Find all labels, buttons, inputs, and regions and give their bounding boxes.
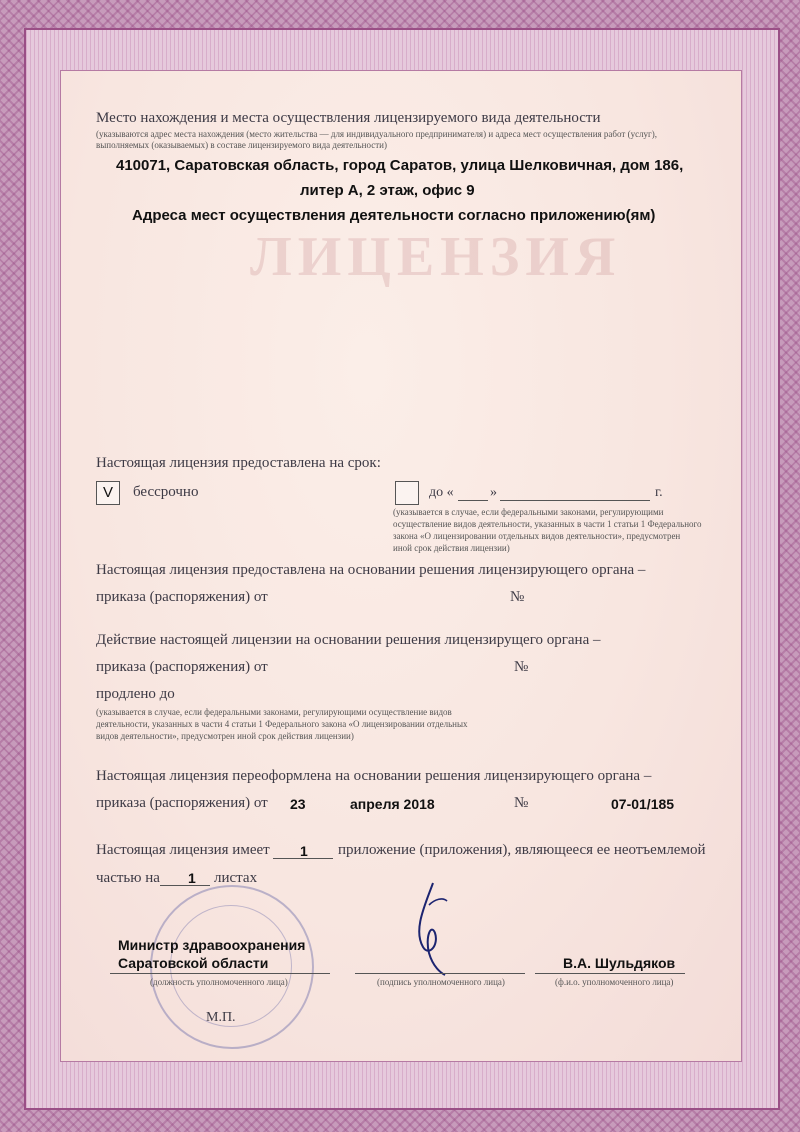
signature-hint: (подпись уполномоченного лица) — [377, 977, 505, 987]
name-line — [535, 973, 685, 974]
reissue-number-sign: № — [514, 795, 529, 811]
reissue-month-year: апреля 2018 — [350, 796, 435, 812]
position-line — [110, 973, 330, 974]
basis-number-sign: № — [510, 589, 525, 605]
address-line-2: литер А, 2 этаж, офис 9 — [300, 182, 475, 199]
location-hint-2: выполняемых (оказываемых) в составе лицензируемого вида деятельности) — [96, 140, 387, 150]
signer-position-2: Саратовской области — [118, 955, 269, 971]
extension-hint-2: деятельности, указанных в части 4 статьи 1 Федерального закона «О лицензировании отдельных — [96, 719, 468, 729]
indefinite-checkbox[interactable]: V — [96, 481, 120, 505]
handwritten-signature — [395, 875, 475, 980]
basis-line-1: Настоящая лицензия предоставлена на основании решения лицензирующего органа – — [96, 562, 646, 578]
extension-hint-1: (указывается в случае, если федеральными законами, регулирующими осуществление видов — [96, 707, 452, 717]
appendix-sheets-line — [160, 885, 210, 886]
location-hint-1: (указываются адрес места нахождения (место жительства — для индивидуального предпринимателя) и адреса мест осуществления работ (услуг), — [96, 129, 657, 139]
name-hint: (ф.и.о. уполномоченного лица) — [555, 977, 674, 987]
term-hint-1: (указывается в случае, если федеральными законами, регулирующими — [393, 507, 664, 517]
position-hint: (должность уполномоченного лица) — [150, 977, 288, 987]
term-hint-3: закона «О лицензировании отдельных видов деятельности», предусмотрен — [393, 531, 681, 541]
location-heading: Место нахождения и места осуществления лицензируемого вида деятельности — [96, 110, 601, 126]
term-heading: Настоящая лицензия предоставлена на срок: — [96, 455, 381, 471]
appendix-line2-suffix: листах — [214, 870, 258, 886]
addresses-note: Адреса мест осуществления деятельности согласно приложению(ям) — [132, 207, 656, 224]
signature-line — [355, 973, 525, 974]
signer-name: В.А. Шульдяков — [563, 955, 676, 971]
extension-line-1: Действие настоящей лицензии на основании решения лицензирущего органа – — [96, 632, 601, 648]
appendix-line2-prefix: частью на — [96, 870, 160, 886]
appendix-sheets: 1 — [188, 870, 196, 886]
until-day-line — [458, 500, 488, 501]
reissue-number: 07-01/185 — [611, 796, 675, 812]
until-label: до « — [429, 485, 454, 500]
until-year-suffix: г. — [655, 485, 663, 500]
appendix-count: 1 — [300, 843, 308, 859]
extension-hint-3: видов деятельности», предусмотрен иной срок действия лицензии) — [96, 731, 354, 741]
until-checkbox[interactable] — [395, 481, 419, 505]
seal-place-label: М.П. — [206, 1010, 236, 1025]
appendix-suffix: приложение (приложения), являющееся ее неотъемлемой — [338, 842, 706, 858]
appendix-count-line — [273, 858, 333, 859]
appendix-prefix: Настоящая лицензия имеет — [96, 842, 270, 858]
address-line-1: 410071, Саратовская область, город Саратов, улица Шелковичная, дом 186, — [116, 157, 684, 174]
reissue-line-1: Настоящая лицензия переоформлена на основании решения лицензирующего органа – — [96, 768, 652, 784]
extended-until-label: продлено до — [96, 686, 175, 702]
term-hint-4: иной срок действия лицензии) — [393, 543, 510, 553]
basis-line-2: приказа (распоряжения) от — [96, 589, 268, 605]
term-hint-2: осуществление видов деятельности, указанных в части 1 статьи 1 Федерального — [393, 519, 702, 529]
reissue-day: 23 — [290, 796, 306, 812]
signer-position-1: Министр здравоохранения — [118, 937, 306, 953]
indefinite-label: бессрочно — [133, 484, 199, 500]
until-quote: » — [490, 485, 497, 500]
reissue-line-2: приказа (распоряжения) от — [96, 795, 268, 811]
watermark-text: ЛИЦЕНЗИЯ — [250, 226, 622, 288]
extension-line-2: приказа (распоряжения) от — [96, 659, 268, 675]
extension-number-sign: № — [514, 659, 529, 675]
until-month-line — [500, 500, 650, 501]
